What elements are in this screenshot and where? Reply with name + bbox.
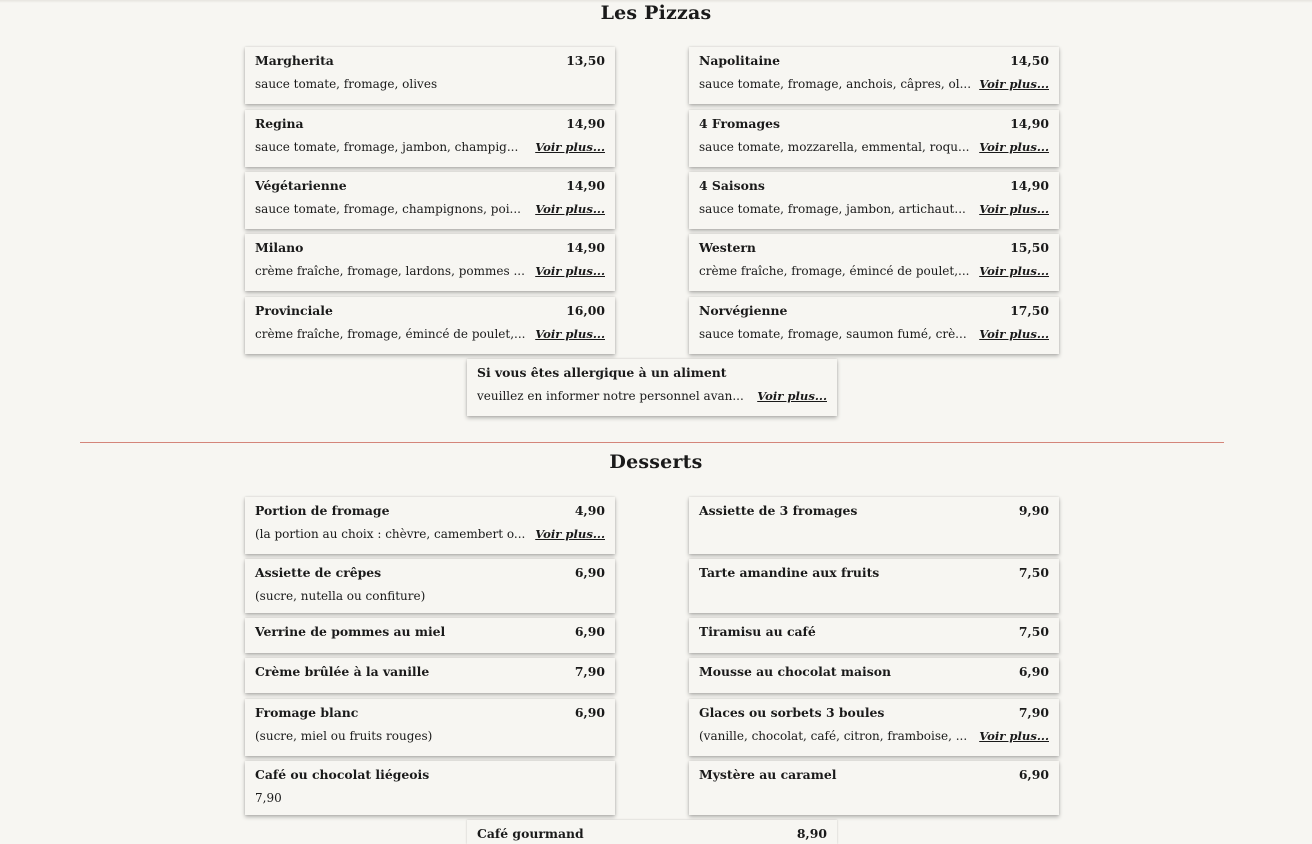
item-description: sauce tomate, fromage, jambon, champig... [255,140,519,154]
see-more-link[interactable]: Voir plus... [757,389,827,403]
menu-card-mystere-au-caramel[interactable] [689,761,1059,815]
item-description: sauce tomate, fromage, jambon, artichaut... [699,202,966,216]
item-description: (sucre, nutella ou confiture) [255,589,426,603]
item-price: 16,00 [566,303,605,318]
item-price: 17,50 [1010,303,1049,318]
item-description: (sucre, miel ou fruits rouges) [255,729,433,743]
see-more-link[interactable]: Voir plus... [979,327,1049,341]
item-name: Mousse au chocolat maison [699,664,891,679]
item-name: Portion de fromage [255,503,390,518]
item-name: Glaces ou sorbets 3 boules [699,705,885,720]
allergy-notice-card[interactable] [467,359,837,416]
item-name: Café gourmand [477,826,584,841]
item-description: (vanille, chocolat, café, citron, framboise, ... [699,729,968,743]
menu-card-provinciale[interactable] [245,297,615,354]
item-price: 14,90 [566,178,605,193]
item-name: Tarte amandine aux fruits [699,565,880,580]
item-price: 9,90 [1018,503,1049,518]
see-more-link[interactable]: Voir plus... [979,264,1049,278]
item-description: crème fraîche, fromage, lardons, pommes ... [255,264,525,278]
item-price: 14,90 [1010,116,1049,131]
see-more-link[interactable]: Voir plus... [535,264,605,278]
menu-card-tiramisu[interactable] [689,618,1059,653]
item-name: Margherita [255,53,334,68]
item-description: sauce tomate, fromage, champignons, poi... [255,202,521,216]
item-name: Café ou chocolat liégeois [255,767,430,782]
menu-card-glaces-ou-sorbets[interactable] [689,699,1059,756]
see-more-link[interactable]: Voir plus... [535,527,605,541]
item-price: 7,90 [1018,705,1049,720]
item-price: 14,90 [1010,178,1049,193]
menu-card-vegetarienne[interactable] [245,172,615,229]
menu-card-milano[interactable] [245,234,615,291]
item-description: sauce tomate, mozzarella, emmental, roqu... [699,140,970,154]
item-name: Provinciale [255,303,333,318]
item-price: 7,90 [574,664,605,679]
item-name: Végétarienne [255,178,347,193]
see-more-link[interactable]: Voir plus... [979,202,1049,216]
item-name: Mystère au caramel [699,767,837,782]
item-name: Assiette de crêpes [255,565,382,580]
pizzas-section-title: Les Pizzas [600,2,712,24]
item-name: Regina [255,116,304,131]
item-name: 4 Saisons [699,178,765,193]
item-price: 6,90 [574,624,605,639]
item-description: sauce tomate, fromage, olives [255,77,438,91]
item-price: 6,90 [574,705,605,720]
item-name: Napolitaine [699,53,781,68]
see-more-link[interactable]: Voir plus... [979,77,1049,91]
menu-card-4-fromages[interactable] [689,110,1059,167]
menu-card-margherita[interactable] [245,47,615,104]
see-more-link[interactable]: Voir plus... [535,202,605,216]
item-description: sauce tomate, fromage, saumon fumé, crè... [699,327,967,341]
section-divider [80,442,1224,443]
desserts-section-title: Desserts [609,451,703,473]
menu-card-napolitaine[interactable] [689,47,1059,104]
item-description: sauce tomate, fromage, anchois, câpres, ol... [699,77,972,91]
item-price: 6,90 [574,565,605,580]
item-price: 6,90 [1018,767,1049,782]
menu-card-verrine-de-pommes[interactable] [245,618,615,653]
menu-card-fromage-blanc[interactable] [245,699,615,756]
item-name: Crème brûlée à la vanille [255,664,430,679]
item-name: Western [699,240,756,255]
menu-card-cafe-ou-chocolat-liegeois[interactable] [245,761,615,815]
see-more-link[interactable]: Voir plus... [979,729,1049,743]
item-price: 13,50 [566,53,605,68]
menu-card-assiette-de-crepes[interactable] [245,559,615,613]
see-more-link[interactable]: Voir plus... [535,140,605,154]
menu-card-assiette-de-3-fromages[interactable] [689,497,1059,554]
menu-card-4-saisons[interactable] [689,172,1059,229]
item-price: 15,50 [1010,240,1049,255]
item-name: Si vous êtes allergique à un aliment [477,365,727,380]
menu-card-norvegienne[interactable] [689,297,1059,354]
item-price: 14,90 [566,240,605,255]
menu-card-creme-brulee[interactable] [245,658,615,693]
item-description: veuillez en informer notre personnel avan... [477,389,744,403]
item-name: Milano [255,240,304,255]
item-price: 6,90 [1018,664,1049,679]
see-more-link[interactable]: Voir plus... [535,327,605,341]
item-description: 7,90 [255,791,282,805]
item-price: 7,50 [1018,624,1049,639]
item-name: Tiramisu au café [699,624,816,639]
item-price: 14,50 [1010,53,1049,68]
item-name: Verrine de pommes au miel [255,624,446,639]
item-description: (la portion au choix : chèvre, camembert o... [255,527,526,541]
item-description: crème fraîche, fromage, émincé de poulet,... [255,327,526,341]
item-description: crème fraîche, fromage, émincé de poulet,... [699,264,970,278]
item-name: Norvégienne [699,303,788,318]
menu-card-mousse-au-chocolat[interactable] [689,658,1059,693]
item-price: 4,90 [574,503,605,518]
item-price: 14,90 [566,116,605,131]
item-price: 7,50 [1018,565,1049,580]
see-more-link[interactable]: Voir plus... [979,140,1049,154]
item-name: 4 Fromages [699,116,780,131]
menu-card-portion-de-fromage[interactable] [245,497,615,554]
item-name: Fromage blanc [255,705,359,720]
menu-card-tarte-amandine[interactable] [689,559,1059,613]
menu-card-regina[interactable] [245,110,615,167]
menu-card-cafe-gourmand[interactable] [467,820,837,844]
item-name: Assiette de 3 fromages [699,503,858,518]
item-price: 8,90 [796,826,827,841]
menu-card-western[interactable] [689,234,1059,291]
